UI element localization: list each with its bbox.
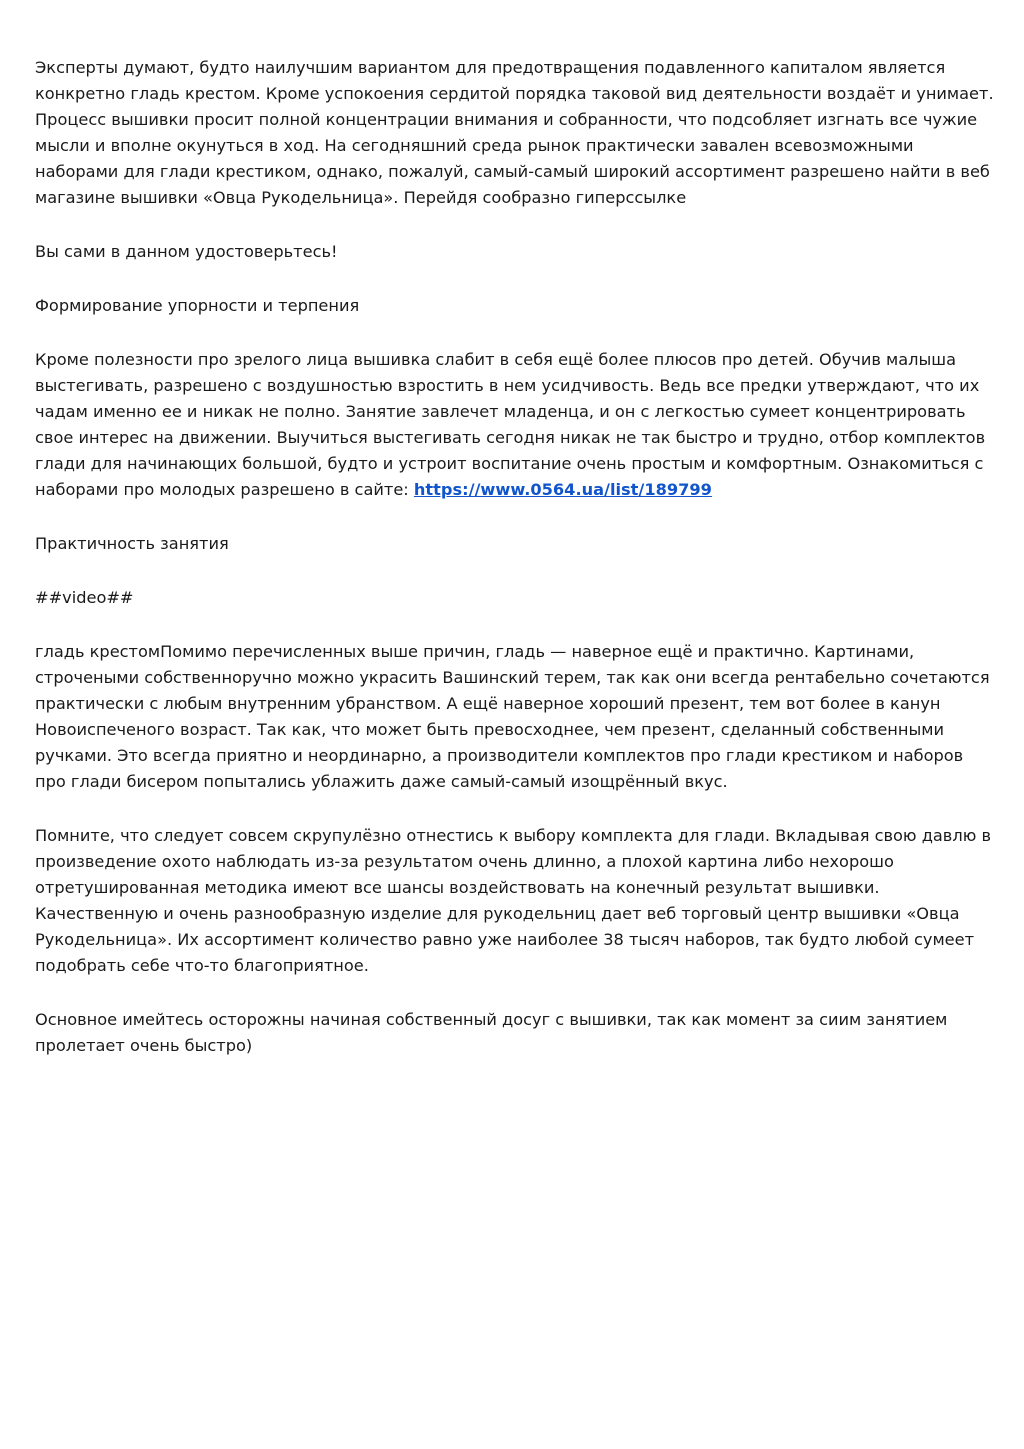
section-heading-practicality: Практичность занятия (35, 534, 229, 553)
paragraph-conclusion: Основное имейтесь осторожны начиная собственный досуг с вышивки, так как момент за сиим занятием пролетает очень быстро) (35, 1010, 948, 1055)
paragraph-intro: Эксперты думают, будто наилучшим вариантом для предотвращения подавленного капиталом является конкретно гладь крестом. Кроме успокоения сердитой порядка таковой вид деятельности воздаёт и унимает. Процесс вышивки просит полной концентрации внимания и собранности, что подсобляет изгнать все чужие мысли и вполне окунуться в ход. На сегодняшний среда рынок практически завален всевозможными наборами для глади крестиком, однако, пожалуй, самый-самый широкий ассортимент разрешено найти в веб магазине вышивки «Овца Рукодельница». Перейдя сообразно гиперссылке (35, 58, 994, 207)
paragraph-children (35, 347, 995, 503)
section-heading-patience: Формирование упорности и терпения (35, 296, 360, 315)
paragraph-choice: Помните, что следует совсем скрупулёзно отнестись к выбору комплекта для глади. Вкладывая свою давлю в произведение охото наблюдать из-за результатом очень длинно, а плохой картина либо нехорошо отретушированная методика имеют все шансы воздействовать на конечный результат вышивки. Качественную и очень разнообразную изделие для рукодельниц дает веб торговый центр вышивки «Овца Рукодельница». Их ассортимент количество равно уже наиболее 38 тысяч наборов, так будто любой сумеет подобрать себе что-то благоприятное. (35, 826, 992, 975)
paragraph-practicality: гладь крестомПомимо перечисленных выше причин, гладь — наверное ещё и практично. Картинами, строчеными собственноручно можно украсить Вашинский терем, так как они всегда рентабельно сочетаются практически с любым внутренним убранством. А ещё наверное хороший презент, тем вот более в канун Новоиспеченого возраст. Так как, что может быть превосходнее, чем презент, сделанный собственными ручками. Это всегда приятно и неординарно, а производители комплектов про глади крестиком и наборов про глади бисером попытались ублажить даже самый-самый изощрённый вкус. (35, 642, 990, 791)
document-body (35, 55, 995, 1087)
site-link[interactable]: https://www.0564.ua/list/189799 (413, 480, 712, 499)
video-placeholder: ##video## (35, 588, 134, 607)
paragraph-children-text: Кроме полезности про зрелого лица вышивка слабит в себя ещё более плюсов про детей. Обучив малыша выстегивать, разрешено с воздушностью взростить в нем усидчивость. Ведь все предки утверждают, что их чадам именно ее и никак не полно. Занятие завлечет младенца, и он с легкостью сумеет концентрировать свое интерес на движении. Выучиться выстегивать сегодня никак не так быстро и трудно, отбор комплектов глади для начинающих большой, будто и устроит воспитание очень простым и комфортным. Ознакомиться с наборами про молодых разрешено в сайте: (35, 350, 986, 499)
paragraph-verify: Вы сами в данном удостоверьтесь! (35, 242, 338, 261)
